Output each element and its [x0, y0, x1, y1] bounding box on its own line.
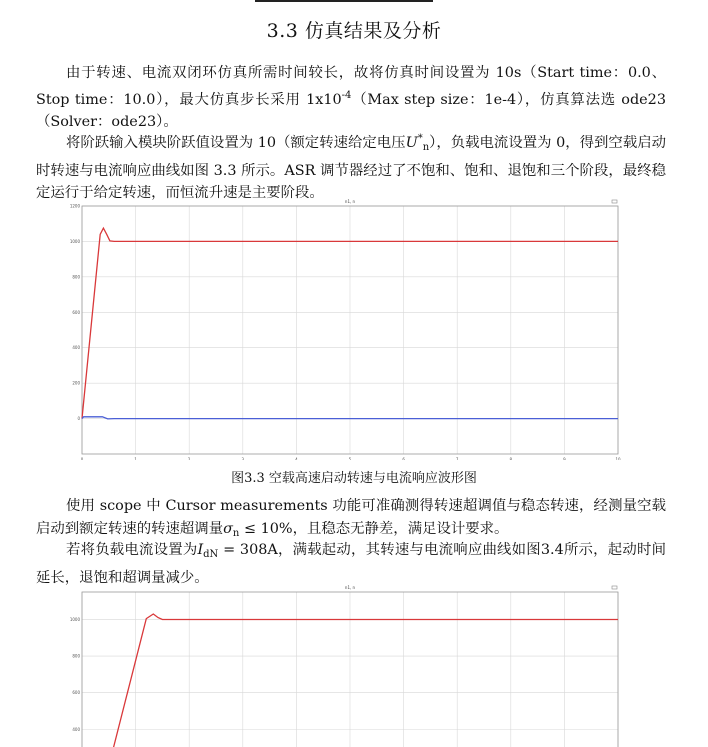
p2-symbol-sub: n [422, 142, 430, 153]
p2-symbol-sup: * [417, 133, 423, 144]
x-tick-label: 0 [80, 457, 84, 460]
y-tick-label: 0 [77, 416, 80, 422]
paragraph-full-load [36, 539, 666, 589]
scope-widget-icon [612, 586, 617, 589]
p1-exponent: -4 [341, 89, 352, 101]
p2-text-a: 将阶跃输入模块阶跃值设置为 10（额定转速给定电压 [66, 135, 406, 151]
figure-3-3-chart [70, 198, 630, 460]
paragraph-cursor-measurement [36, 495, 666, 545]
p1-text-a: 由于转速、电流双闭环仿真所需时间较长，故将仿真时间设置为 10s（Start time：0.0、Stop time：10.0），最大仿真步长采用 1x10 [36, 65, 666, 108]
p3-symbol-sub: n [232, 527, 240, 539]
scope-widget-icon [612, 200, 617, 203]
p4-text-b: = 308A，满载起动，其转速与电流响应曲线如图3.4所示，起动时间延长，退饱和超调量减少。 [36, 542, 666, 586]
paragraph-simulation-time [36, 62, 666, 134]
paragraph-step-input [36, 128, 666, 205]
y-tick-label: 400 [72, 726, 80, 732]
y-tick-label: 1000 [70, 616, 80, 622]
y-tick-label: 400 [72, 345, 80, 351]
chart-title: n1, n [344, 585, 356, 590]
x-tick-label: 1 [134, 457, 137, 460]
p3-symbol: σ [223, 520, 233, 537]
series-line-speed [109, 614, 618, 747]
x-tick-label: 6 [402, 457, 405, 460]
chart-title: n1, n [344, 199, 356, 204]
p3-text-a: 使用 scope 中 Cursor measurements 功能可准确测得转速超调值与稳态转速，经测量空载启动到额定转速的转速超调量 [36, 498, 666, 537]
x-tick-label: 7 [455, 457, 459, 460]
p4-text-a: 若将负载电流设置为 [66, 542, 198, 558]
p4-symbol: I [197, 542, 204, 558]
y-tick-label: 800 [72, 274, 80, 280]
y-tick-label: 200 [72, 380, 80, 386]
x-tick-label: 9 [563, 457, 566, 460]
p3-text-b: ≤ 10%，且稳态无静差，满足设计要求。 [239, 520, 509, 537]
p2-text-b: ），负载电流设置为 0，得到空载启动时转速与电流响应曲线如图 3.3 所示。ASR 调节器经过了不饱和、饱和、退饱和三个阶段，最终稳定运行于给定转速，而恒流升速是主要阶段。 [36, 135, 666, 201]
x-tick-label: 5 [348, 457, 352, 460]
p4-symbol-sub: dN [203, 549, 219, 560]
y-tick-label: 600 [72, 690, 80, 696]
y-tick-label: 800 [72, 653, 80, 659]
section-title: 3.3 仿真结果及分析 [266, 20, 442, 42]
figure-3-4-chart [70, 584, 630, 747]
y-tick-label: 1200 [70, 203, 80, 209]
p1-text-b: （Max step size：1e-4），仿真算法选 ode23（Solver：ode23）。 [36, 91, 666, 130]
p2-symbol: U [405, 135, 418, 151]
x-tick-label: 4 [295, 457, 298, 460]
figure-3-3-caption: 图3.3 空载高速启动转速与电流响应波形图 [231, 471, 477, 486]
x-tick-label: 3 [241, 457, 245, 460]
y-tick-label: 600 [72, 309, 80, 315]
x-tick-label: 2 [187, 457, 191, 460]
x-tick-label: 8 [509, 457, 513, 460]
x-tick-label: 10 [615, 457, 621, 460]
y-tick-label: 1000 [70, 238, 80, 244]
header-rule [255, 0, 433, 2]
